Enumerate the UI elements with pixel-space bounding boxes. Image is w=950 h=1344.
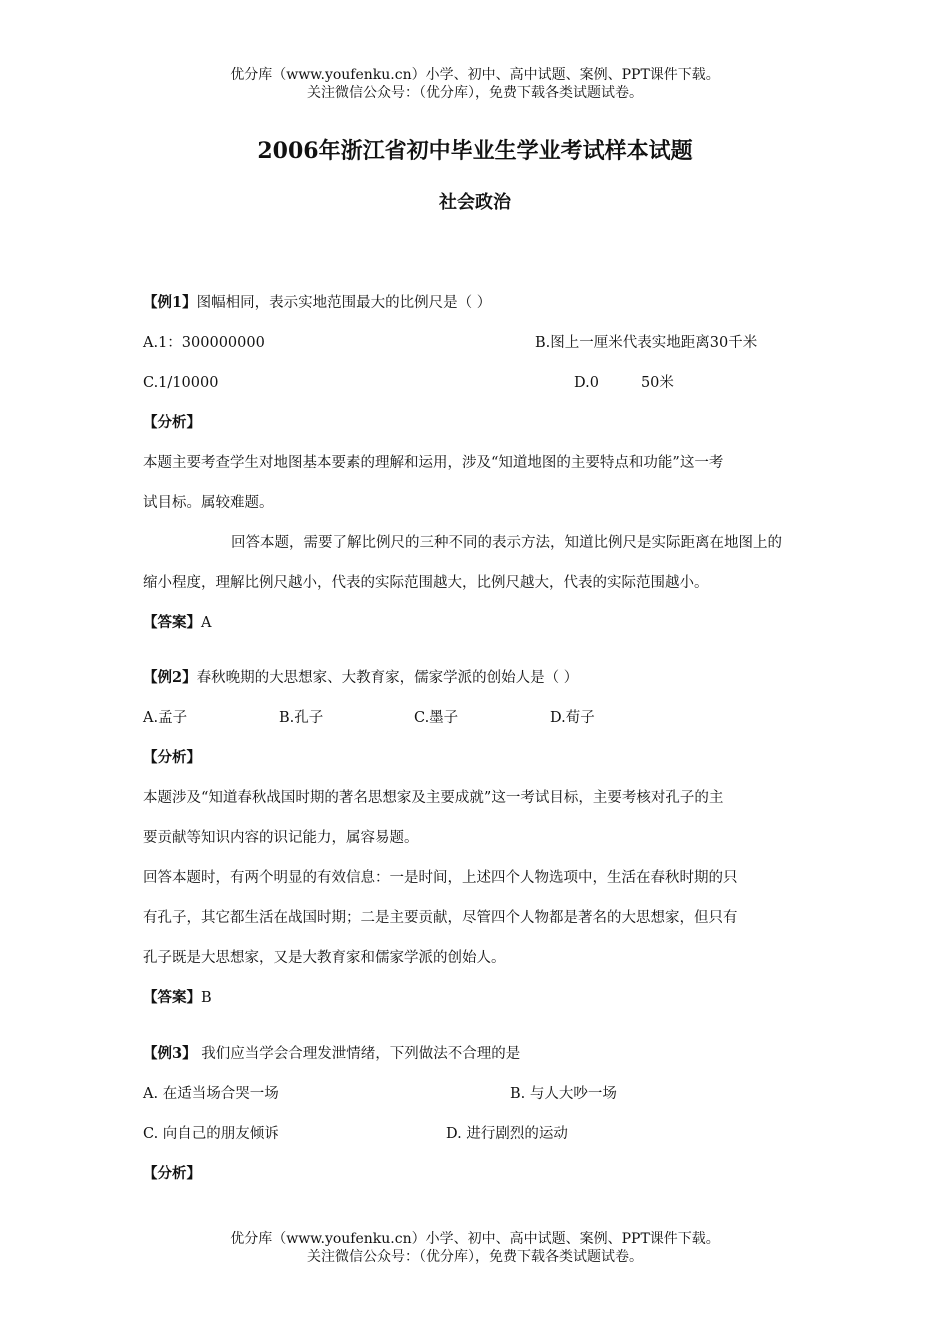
question-2-option-a: A.孟子 xyxy=(143,710,188,726)
question-1-answer xyxy=(143,613,211,633)
question-2-answer-tag: 【答案】 xyxy=(143,989,201,1006)
question-1-explain-line-1 xyxy=(143,533,782,553)
question-3-stem xyxy=(143,1044,520,1064)
question-3-analysis-heading: 【分析】 xyxy=(143,1165,201,1182)
question-2-answer-value: B xyxy=(201,990,212,1006)
question-2-tag: 【例2】 xyxy=(143,669,197,686)
question-2-analysis-heading: 【分析】 xyxy=(143,749,201,766)
question-1-analysis-heading: 【分析】 xyxy=(143,414,201,431)
question-1-answer-value: A xyxy=(201,615,212,631)
question-1-option-d-tail: 50米 xyxy=(640,375,674,391)
question-1-option-b: B.图上一厘米代表实地距离30千米 xyxy=(535,335,758,351)
question-3-option-a: A. 在适当场合哭一场 xyxy=(143,1086,279,1102)
question-3-option-c: C. 向自己的朋友倾诉 xyxy=(143,1126,279,1142)
question-1-option-c: C.1/10000 xyxy=(143,375,219,391)
footer-line-1: 优分库（www.youfenku.cn）小学、初中、高中试题、案例、PPT课件下载。 xyxy=(230,1231,720,1247)
header-line-1: 优分库（www.youfenku.cn）小学、初中、高中试题、案例、PPT课件下载。 xyxy=(230,67,720,83)
question-2-option-b: B.孔子 xyxy=(279,710,324,726)
question-3-tag: 【例3】 xyxy=(143,1045,197,1062)
question-2-option-d: D.荀子 xyxy=(550,710,595,726)
question-1-explain-line-2: 缩小程度，理解比例尺越小，代表的实际范围越大，比例尺越大，代表的实际范围越小。 xyxy=(143,575,709,591)
question-1-option-d-lead: D.0 xyxy=(574,375,599,391)
question-2-explain-line-1: 回答本题时，有两个明显的有效信息：一是时间，上述四个人物选项中，生活在春秋时期的只 xyxy=(143,870,738,886)
question-1-option-a: A.1：300000000 xyxy=(143,335,265,351)
question-2-analysis-line-1: 本题涉及“知道春秋战国时期的著名思想家及主要成就”这一考试目标，主要考核对孔子的主 xyxy=(143,790,724,806)
document-title: 2006年浙江省初中毕业生学业考试样本试题 xyxy=(257,138,693,164)
question-2-option-c: C.墨子 xyxy=(414,710,459,726)
question-1-text: 图幅相同，表示实地范围最大的比例尺是（ ） xyxy=(196,295,492,311)
question-1-stem xyxy=(143,293,491,313)
question-2-stem xyxy=(143,668,578,688)
question-1-explain-text-1: 回答本题，需要了解比例尺的三种不同的表示方法，知道比例尺是实际距离在地图上的 xyxy=(231,535,782,551)
question-1-answer-tag: 【答案】 xyxy=(143,614,201,631)
question-1-tag: 【例1】 xyxy=(143,294,197,311)
footer-line-2: 关注微信公众号：（优分库），免费下载各类试题试卷。 xyxy=(307,1249,643,1265)
question-1-analysis-line-2: 试目标。属较难题。 xyxy=(143,495,274,511)
question-2-analysis-line-2: 要贡献等知识内容的识记能力，属容易题。 xyxy=(143,830,419,846)
question-3-option-d: D. 进行剧烈的运动 xyxy=(446,1126,568,1142)
document-subtitle: 社会政治 xyxy=(439,192,511,213)
question-2-explain-line-3: 孔子既是大思想家，又是大教育家和儒家学派的创始人。 xyxy=(143,950,506,966)
question-1-option-d xyxy=(574,373,674,393)
question-2-text: 春秋晚期的大思想家、大教育家，儒家学派的创始人是（ ） xyxy=(196,670,579,686)
question-2-answer xyxy=(143,988,212,1008)
question-2-explain-line-2: 有孔子，其它都生活在战国时期；二是主要贡献，尽管四个人物都是著名的大思想家，但只有 xyxy=(143,910,738,926)
question-3-text: 我们应当学会合理发泄情绪，下列做法不合理的是 xyxy=(196,1046,521,1062)
question-3-option-b: B. 与人大吵一场 xyxy=(510,1086,617,1102)
header-line-2: 关注微信公众号：（优分库），免费下载各类试题试卷。 xyxy=(307,85,643,101)
question-1-analysis-line-1: 本题主要考查学生对地图基本要素的理解和运用，涉及“知道地图的主要特点和功能”这一考 xyxy=(143,455,724,471)
